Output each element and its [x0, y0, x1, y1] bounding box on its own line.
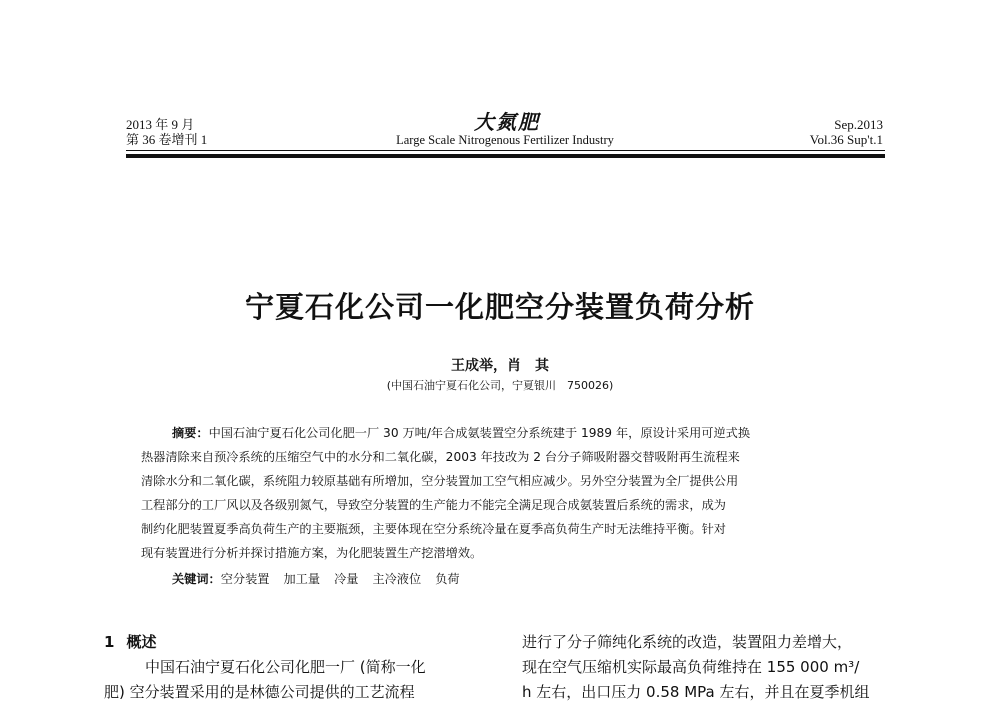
header-rule-thin: [126, 150, 885, 151]
journal-name-en: Large Scale Nitrogenous Fertilizer Industry: [396, 133, 614, 147]
keywords-label: 关键词：: [172, 572, 221, 586]
keyword: 空分装置: [220, 572, 270, 586]
body-left-line: 中国石油宁夏石化公司化肥一厂 (简称一化: [145, 658, 426, 676]
header-rule-thick: [126, 154, 885, 158]
header-volume: 第 36 卷增刊 1: [126, 132, 208, 147]
abstract-line: 热器清除来自预冷系统的压缩空气中的水分和二氧化碳，2003 年技改为 2 台分子筛吸附器交替吸附再生流程来: [141, 450, 740, 464]
keywords-line: [172, 570, 460, 587]
abstract-line: 工程部分的工厂风以及各级别氮气，导致空分装置的生产能力不能完全满足现合成氨装置后系统的需求，成为: [141, 498, 726, 512]
body-right-line: 现在空气压缩机实际最高负荷维持在 155 000 m³/: [522, 658, 860, 676]
header-volume-en: Vol.36 Sup't.1: [809, 132, 883, 147]
header-date-en: Sep.2013: [834, 117, 883, 132]
article-title: 宁夏石化公司一化肥空分装置负荷分析: [244, 290, 755, 324]
abstract-line: 现有装置进行分析并探讨措施方案，为化肥装置生产挖潜增效。: [141, 546, 483, 560]
section-number: 1: [104, 633, 115, 651]
section-title: 概述: [126, 633, 157, 651]
journal-name-cn: 大氮肥: [474, 110, 540, 134]
body-left-line-partial: 肥) 空分装置采用的是林德公司提供的工艺流程: [104, 683, 415, 701]
body-right-line-partial: h 左右，出口压力 0.58 MPa 左右，并且在夏季机组: [522, 683, 870, 701]
abstract-text: 中国石油宁夏石化公司化肥一厂 30 万吨/年合成氨装置空分系统建于 1989 年，原设计采用可逆式换: [208, 426, 751, 440]
keyword: 加工量: [283, 572, 321, 586]
abstract-line: 清除水分和二氧化碳，系统阻力较原基础有所增加，空分装置加工空气相应减少。另外空分装置为全厂提供公用: [141, 474, 739, 488]
section-heading: [104, 631, 156, 652]
header-date: 2013 年 9 月: [126, 117, 195, 132]
article-affiliation: (中国石油宁夏石化公司，宁夏银川 750026): [386, 379, 614, 392]
keyword: 主冷液位: [372, 572, 422, 586]
keyword: 冷量: [334, 572, 359, 586]
abstract-label: 摘要：: [172, 426, 209, 440]
abstract-line: 制约化肥装置夏季高负荷生产的主要瓶颈，主要体现在空分系统冷量在夏季高负荷生产时无法维持平衡。针对: [141, 522, 726, 536]
body-right-line: 进行了分子筛纯化系统的改造，装置阻力差增大，: [522, 633, 853, 651]
article-authors: 王成举，肖 其: [451, 358, 549, 374]
header-date-volume-en: [774, 117, 883, 147]
keyword: 负荷: [435, 572, 460, 586]
abstract-line: [172, 425, 912, 441]
header-date-volume: [126, 117, 207, 147]
